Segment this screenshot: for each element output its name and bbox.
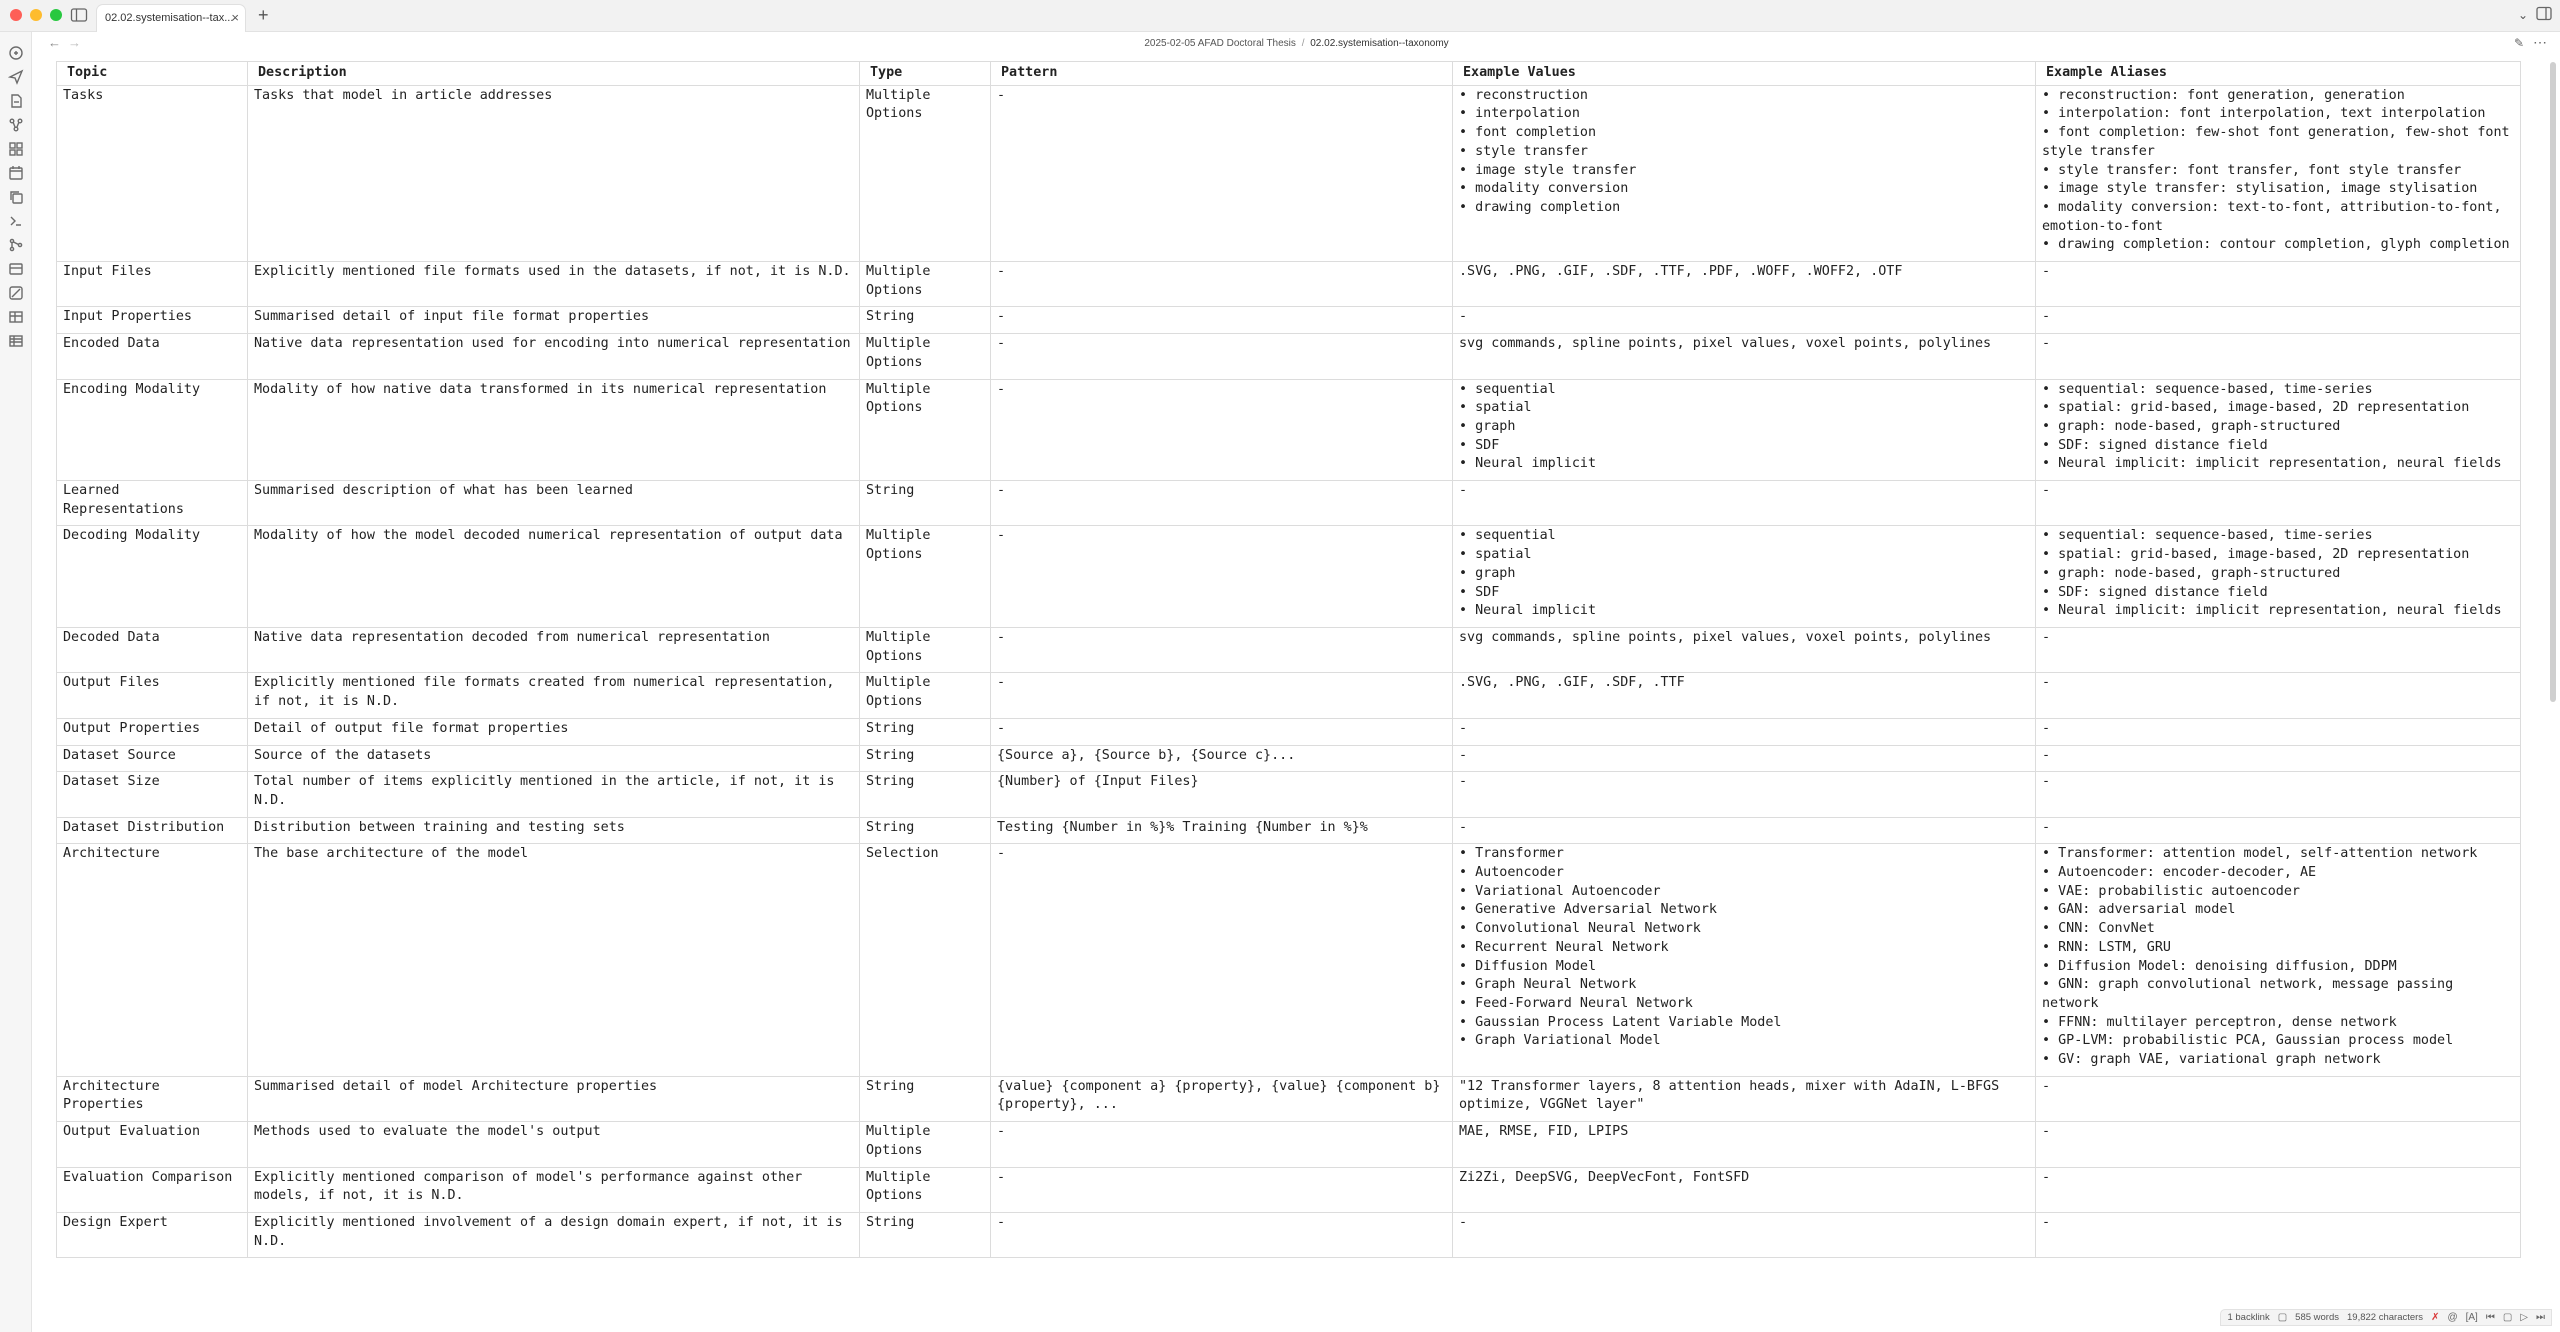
scrollbar-thumb[interactable] — [2550, 62, 2556, 702]
cell-pattern[interactable]: - — [991, 334, 1453, 379]
cell-example-values[interactable]: Zi2Zi, DeepSVG, DeepVecFont, FontSFD — [1453, 1167, 2036, 1212]
cell-description[interactable]: Source of the datasets — [248, 745, 860, 772]
cell-type[interactable]: Multiple Options — [860, 262, 991, 307]
cell-example-values[interactable]: - — [1453, 307, 2036, 334]
edit-mode-icon[interactable]: ✎ — [2513, 36, 2524, 50]
files-icon[interactable] — [8, 93, 24, 109]
cell-example-aliases[interactable]: - — [2036, 1122, 2521, 1167]
book-icon[interactable]: ▢ — [2277, 1312, 2288, 1323]
table-icon[interactable] — [8, 309, 24, 325]
breadcrumb-folder[interactable]: 2025-02-05 AFAD Doctoral Thesis — [1144, 38, 1296, 49]
window-close-button[interactable] — [10, 9, 22, 21]
table-row — [57, 1167, 2521, 1212]
table-row — [57, 526, 2521, 628]
cell-type[interactable]: String — [860, 817, 991, 844]
table-row — [57, 627, 2521, 672]
cell-topic[interactable]: Encoded Data — [57, 334, 248, 379]
cell-example-aliases[interactable]: - — [2036, 334, 2521, 379]
sidebar-toggle-icon[interactable] — [70, 7, 88, 23]
cell-type[interactable]: String — [860, 307, 991, 334]
cell-pattern[interactable]: - — [991, 627, 1453, 672]
cell-example-aliases[interactable]: - — [2036, 262, 2521, 307]
cell-example-values[interactable]: - — [1453, 745, 2036, 772]
file-explorer-icon[interactable] — [8, 45, 24, 61]
cell-description[interactable]: Detail of output file format properties — [248, 718, 860, 745]
copy-icon[interactable] — [8, 189, 24, 205]
cell-pattern[interactable]: - — [991, 526, 1453, 628]
cell-type[interactable]: String — [860, 1076, 991, 1121]
note-content — [56, 61, 2520, 1258]
cell-type[interactable]: Multiple Options — [860, 1122, 991, 1167]
breadcrumb — [33, 38, 2560, 49]
cell-description[interactable]: Explicitly mentioned file formats created from numerical representation, if not, it is N.D. — [248, 673, 860, 718]
left-ribbon — [0, 32, 32, 1332]
cell-topic[interactable]: Architecture Properties — [57, 1076, 248, 1121]
table-row — [57, 262, 2521, 307]
table-row — [57, 1076, 2521, 1121]
cell-topic[interactable]: Dataset Distribution — [57, 817, 248, 844]
cell-example-values[interactable]: - — [1453, 481, 2036, 526]
cell-pattern[interactable]: {Number} of {Input Files} — [991, 772, 1453, 817]
cell-topic[interactable]: Output Properties — [57, 718, 248, 745]
rewind-icon[interactable]: ⏮ — [2485, 1312, 2495, 1323]
cell-topic[interactable]: Dataset Source — [57, 745, 248, 772]
tab-title: 02.02.systemisation--tax... — [105, 12, 234, 24]
send-icon[interactable] — [8, 69, 24, 85]
cell-pattern[interactable]: - — [991, 1167, 1453, 1212]
cell-example-values[interactable]: - — [1453, 817, 2036, 844]
new-tab-button[interactable]: + — [258, 5, 269, 25]
cell-pattern[interactable]: - — [991, 718, 1453, 745]
cell-topic[interactable]: Output Evaluation — [57, 1122, 248, 1167]
cell-example-values[interactable]: • Transformer • Autoencoder • Variational Autoencoder • Generative Adversarial Network • Convolutional Neural Network • Recurrent Neural Network • Diffusion Model • Graph Neural Network • Feed-Forward Neural Network • Gaussian Process Latent Variable Model • Graph Variational Model — [1453, 844, 2036, 1076]
cell-topic[interactable]: Input Properties — [57, 307, 248, 334]
cell-description[interactable]: Modality of how the model decoded numerical representation of output data — [248, 526, 860, 628]
window-titlebar — [0, 0, 2560, 32]
cell-type[interactable]: Multiple Options — [860, 85, 991, 261]
right-sidebar-toggle-icon[interactable] — [2536, 6, 2552, 21]
cell-topic[interactable]: Decoded Data — [57, 627, 248, 672]
backlinks-count[interactable]: 1 backlink — [2227, 1312, 2270, 1323]
back-arrow-icon[interactable]: ← — [48, 35, 61, 50]
cell-example-values[interactable]: .SVG, .PNG, .GIF, .SDF, .TTF — [1453, 673, 2036, 718]
table-row — [57, 817, 2521, 844]
cell-example-aliases[interactable]: - — [2036, 745, 2521, 772]
cell-example-aliases[interactable]: - — [2036, 307, 2521, 334]
cell-topic[interactable]: Evaluation Comparison — [57, 1167, 248, 1212]
cell-description[interactable]: Total number of items explicitly mentioned in the article, if not, it is N.D. — [248, 772, 860, 817]
column-header-type[interactable]: Type — [860, 62, 991, 86]
table-row — [57, 481, 2521, 526]
cell-type[interactable]: Multiple Options — [860, 334, 991, 379]
table-row — [57, 307, 2521, 334]
cell-type[interactable]: Selection — [860, 844, 991, 1076]
cell-pattern[interactable]: - — [991, 481, 1453, 526]
graph-icon[interactable] — [8, 117, 24, 133]
column-header-pattern[interactable]: Pattern — [991, 62, 1453, 86]
breadcrumb-separator: / — [1301, 38, 1305, 49]
sync-error-icon[interactable]: ✗ — [2431, 1312, 2440, 1323]
cell-topic[interactable]: Architecture — [57, 844, 248, 1076]
character-count: 19,822 characters — [2347, 1312, 2424, 1323]
cell-pattern[interactable]: - — [991, 262, 1453, 307]
cell-example-values[interactable]: • sequential • spatial • graph • SDF • Neural implicit — [1453, 526, 2036, 628]
cell-pattern[interactable]: - — [991, 1122, 1453, 1167]
cell-type[interactable]: String — [860, 718, 991, 745]
cell-example-aliases[interactable]: - — [2036, 673, 2521, 718]
cell-pattern[interactable]: - — [991, 844, 1453, 1076]
table-row — [57, 85, 2521, 261]
table-row — [57, 673, 2521, 718]
cell-description[interactable]: The base architecture of the model — [248, 844, 860, 1076]
at-mention-icon[interactable]: @ — [2447, 1312, 2458, 1323]
tab-list-chevron-icon[interactable]: ⌄ — [2517, 8, 2528, 22]
cell-topic[interactable]: Input Files — [57, 262, 248, 307]
word-count: 585 words — [2295, 1312, 2340, 1323]
stop-icon[interactable]: ▢ — [2502, 1312, 2513, 1323]
table-row — [57, 745, 2521, 772]
forward-arrow-icon[interactable]: → — [68, 35, 81, 50]
cell-type[interactable]: Multiple Options — [860, 526, 991, 628]
tab-active-note[interactable] — [96, 4, 246, 32]
terminal-icon[interactable] — [8, 213, 24, 229]
cell-topic[interactable]: Encoding Modality — [57, 379, 248, 481]
cell-type[interactable]: String — [860, 745, 991, 772]
cell-example-aliases[interactable]: - — [2036, 1212, 2521, 1257]
window-minimize-button[interactable] — [30, 9, 42, 21]
cell-description[interactable]: Native data representation decoded from numerical representation — [248, 627, 860, 672]
cell-type[interactable]: String — [860, 772, 991, 817]
play-icon[interactable]: ▷ — [2520, 1312, 2528, 1323]
git-icon[interactable] — [8, 237, 24, 253]
slash-icon[interactable] — [8, 285, 24, 301]
cell-topic[interactable]: Decoding Modality — [57, 526, 248, 628]
cell-pattern[interactable]: - — [991, 1212, 1453, 1257]
cell-type[interactable]: String — [860, 481, 991, 526]
cell-example-aliases[interactable]: - — [2036, 817, 2521, 844]
table-row — [57, 379, 2521, 481]
cell-example-values[interactable]: - — [1453, 1212, 2036, 1257]
cell-example-aliases[interactable]: - — [2036, 481, 2521, 526]
cell-description[interactable]: Tasks that model in article addresses — [248, 85, 860, 261]
taxonomy-table — [56, 61, 2521, 1258]
cell-type[interactable]: Multiple Options — [860, 627, 991, 672]
cell-example-values[interactable]: MAE, RMSE, FID, LPIPS — [1453, 1122, 2036, 1167]
cell-example-aliases[interactable]: • sequential: sequence-based, time-series • spatial: grid-based, image-based, 2D representation • graph: node-based, graph-structured • SDF: signed distance field • Neural implicit: implicit representation, neural fields — [2036, 526, 2521, 628]
cell-example-aliases[interactable]: • sequential: sequence-based, time-series • spatial: grid-based, image-based, 2D representation • graph: node-based, graph-structured • SDF: signed distance field • Neural implicit: implicit representation, neural fields — [2036, 379, 2521, 481]
grid-icon[interactable] — [8, 141, 24, 157]
cell-example-values[interactable]: • reconstruction • interpolation • font completion • style transfer • image style transfer • modality conversion • drawing completion — [1453, 85, 2036, 261]
cell-example-values[interactable]: svg commands, spline points, pixel values, voxel points, polylines — [1453, 334, 2036, 379]
cell-description[interactable]: Native data representation used for encoding into numerical representation — [248, 334, 860, 379]
cell-example-aliases[interactable]: - — [2036, 1167, 2521, 1212]
language-indicator[interactable]: [A] — [2465, 1312, 2478, 1323]
cell-example-aliases[interactable]: • Transformer: attention model, self-attention network • Autoencoder: encoder-decoder, AE • VAE: probabilistic autoencoder • GAN: adversarial model • CNN: ConvNet • RNN: LSTM, GRU • Diffusion Model: denoising diffusion, DDPM • GNN: graph convolutional network, message passing network • FFNN: multilayer perceptron, dense network • GP-LVM: probabilistic PCA, Gaussian process model • GV: graph VAE, variational graph network — [2036, 844, 2521, 1076]
cell-pattern[interactable]: - — [991, 673, 1453, 718]
cell-example-aliases[interactable]: - — [2036, 1076, 2521, 1121]
cell-description[interactable]: Explicitly mentioned comparison of model's performance against other models, if not, it is N.D. — [248, 1167, 860, 1212]
column-header-description[interactable]: Description — [248, 62, 860, 86]
database-icon[interactable] — [8, 333, 24, 349]
column-header-example-aliases[interactable]: Example Aliases — [2036, 62, 2521, 86]
table-row — [57, 844, 2521, 1076]
cell-description[interactable]: Explicitly mentioned involvement of a design domain expert, if not, it is N.D. — [248, 1212, 860, 1257]
cell-type[interactable]: Multiple Options — [860, 379, 991, 481]
table-row — [57, 334, 2521, 379]
cell-example-aliases[interactable]: - — [2036, 772, 2521, 817]
column-header-topic[interactable]: Topic — [57, 62, 248, 86]
cell-description[interactable]: Summarised description of what has been learned — [248, 481, 860, 526]
cell-description[interactable]: Modality of how native data transformed in its numerical representation — [248, 379, 860, 481]
calendar-icon[interactable] — [8, 165, 24, 181]
table-header-row — [57, 62, 2521, 86]
cell-topic[interactable]: Learned Representations — [57, 481, 248, 526]
cell-pattern[interactable]: - — [991, 379, 1453, 481]
cell-topic[interactable]: Design Expert — [57, 1212, 248, 1257]
cell-topic[interactable]: Dataset Size — [57, 772, 248, 817]
fast-forward-icon[interactable]: ⏭ — [2536, 1312, 2545, 1323]
tab-close-icon[interactable]: × — [231, 10, 239, 25]
breadcrumb-file[interactable]: 02.02.systemisation--taxonomy — [1310, 38, 1449, 49]
cell-example-aliases[interactable]: • reconstruction: font generation, generation • interpolation: font interpolation, text interpolation • font completion: few-shot font generation, few-shot font style transfer • style transfer: font transfer, font style transfer • image style transfer: stylisation, image stylisation • modality conversion: text-to-font, attribution-to-font, emotion-to-font • drawing completion: contour completion, glyph completion — [2036, 85, 2521, 261]
cell-example-values[interactable]: - — [1453, 718, 2036, 745]
cell-type[interactable]: Multiple Options — [860, 1167, 991, 1212]
cell-example-values[interactable]: "12 Transformer layers, 8 attention heads, mixer with AdaIN, L-BFGS optimize, VGGNet layer" — [1453, 1076, 2036, 1121]
cell-example-aliases[interactable]: - — [2036, 718, 2521, 745]
cell-description[interactable]: Summarised detail of model Architecture properties — [248, 1076, 860, 1121]
table-row — [57, 772, 2521, 817]
cell-topic[interactable]: Tasks — [57, 85, 248, 261]
cell-description[interactable]: Distribution between training and testing sets — [248, 817, 860, 844]
cell-type[interactable]: Multiple Options — [860, 673, 991, 718]
column-header-example-values[interactable]: Example Values — [1453, 62, 2036, 86]
window-maximize-button[interactable] — [50, 9, 62, 21]
cell-pattern[interactable]: {value} {component a} {property}, {value} {component b} {property}, ... — [991, 1076, 1453, 1121]
status-bar — [2220, 1309, 2552, 1326]
cell-example-values[interactable]: • sequential • spatial • graph • SDF • Neural implicit — [1453, 379, 2036, 481]
layers-icon[interactable] — [8, 261, 24, 277]
cell-pattern[interactable]: - — [991, 307, 1453, 334]
table-row — [57, 1212, 2521, 1257]
cell-pattern[interactable]: {Source a}, {Source b}, {Source c}... — [991, 745, 1453, 772]
cell-example-aliases[interactable]: - — [2036, 627, 2521, 672]
table-row — [57, 1122, 2521, 1167]
cell-pattern[interactable]: - — [991, 85, 1453, 261]
cell-example-values[interactable]: svg commands, spline points, pixel values, voxel points, polylines — [1453, 627, 2036, 672]
cell-example-values[interactable]: .SVG, .PNG, .GIF, .SDF, .TTF, .PDF, .WOFF, .WOFF2, .OTF — [1453, 262, 2036, 307]
cell-topic[interactable]: Output Files — [57, 673, 248, 718]
more-options-icon[interactable]: ⋯ — [2533, 34, 2548, 50]
cell-pattern[interactable]: Testing {Number in %}% Training {Number in %}% — [991, 817, 1453, 844]
cell-example-values[interactable]: - — [1453, 772, 2036, 817]
cell-description[interactable]: Methods used to evaluate the model's output — [248, 1122, 860, 1167]
cell-description[interactable]: Explicitly mentioned file formats used in the datasets, if not, it is N.D. — [248, 262, 860, 307]
cell-description[interactable]: Summarised detail of input file format properties — [248, 307, 860, 334]
cell-type[interactable]: String — [860, 1212, 991, 1257]
view-header — [33, 32, 2560, 56]
table-row — [57, 718, 2521, 745]
